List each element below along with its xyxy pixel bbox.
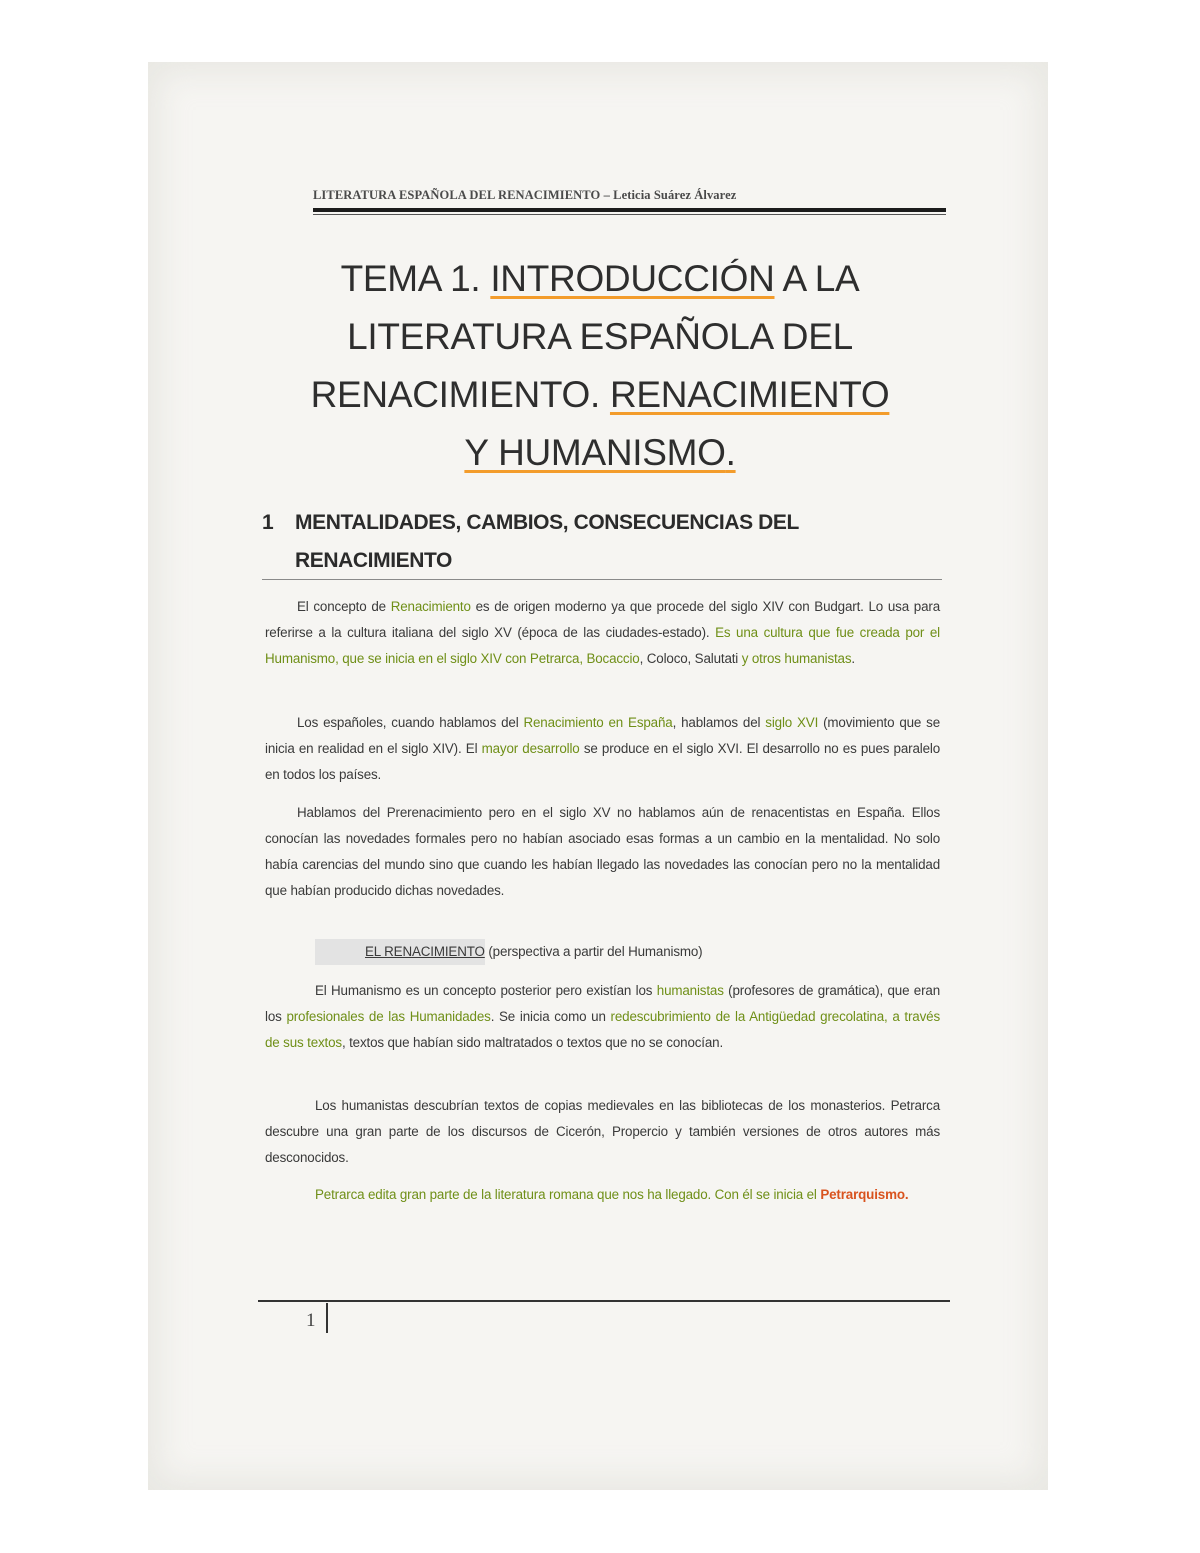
title-part: TEMA 1. [340,258,491,299]
text: El concepto de [297,599,391,614]
subheading [265,939,940,965]
highlight: Es una cultura que fue creada por el Humanismo, que se inicia en el siglo XIV con Petrarca, Bocaccio [265,625,940,666]
highlight: mayor desarrollo [481,741,580,756]
highlight: Petrarca edita gran parte de la literatura romana que nos ha llegado. Con él se inicia el [315,1187,821,1202]
title-underlined: INTRODUCCIÓN [490,258,775,299]
text: . [904,1187,909,1202]
paragraph-5 [265,1093,940,1171]
title-underlined: RENACIMIENTO Y HUMANISMO [464,374,890,473]
text: es de origen moderno ya que procede del siglo XIV con Budgart. Lo usa para referirse a la cultura italiana del siglo XV (época de las ciudades-estado). [265,599,940,640]
highlight: humanistas [656,983,724,998]
subheading-title: EL RENACIMIENTO [315,939,485,965]
header-rule-thin [313,214,946,215]
text: Hablamos del Prerenacimiento pero en el siglo XV no hablamos aún de renacentistas en España. Ellos conocían las novedades formales pero no habían asociado esas formas a un cambio en la mentalidad. No solo había carencias del mundo sino que cuando les habían llegado las novedades las conocían pero no la mentalidad que habían producido dichas novedades. [265,805,940,898]
text: , hablamos del [672,715,766,730]
highlight: redescubrimiento de la Antigüedad grecolatina, a través de sus textos [265,1009,940,1050]
paragraph-2 [265,710,940,788]
text: (movimiento que se inicia en realidad en el siglo XIV). El [265,715,941,756]
section-rule [262,579,942,580]
highlight: profesionales de las Humanidades [286,1009,491,1024]
text: , textos que habían sido maltratados o textos que no se conocían. [341,1035,724,1050]
text: . [851,651,855,666]
highlight-orange: Petrarquismo [820,1187,905,1202]
paragraph-3 [265,800,940,904]
running-header: LITERATURA ESPAÑOLA DEL RENACIMIENTO – Leticia Suárez Álvarez [313,188,737,202]
title-part: . [725,432,736,473]
page-title [300,250,900,482]
highlight: siglo XVI [765,715,819,730]
footer-rule [258,1300,950,1302]
text: . Se inicia como un [490,1009,611,1024]
highlight: Renacimiento [390,599,471,614]
highlight: y otros humanistas [741,651,852,666]
section-title: MENTALIDADES, CAMBIOS, CONSECUENCIAS DEL RENACIMIENTO [295,511,799,572]
section-heading [262,504,942,580]
paragraph-6 [265,1182,940,1208]
text: (profesores de gramática), que eran los [265,983,941,1024]
text: El Humanismo es un concepto posterior pero existían los [315,983,657,998]
page-number-bar [326,1303,328,1333]
title-part: A LA LITERATURA ESPAÑOLA DEL RENACIMIENTO. [310,258,860,415]
text: Los humanistas descubrían textos de copias medievales en las bibliotecas de los monasterios. Petrarca descubre una gran parte de los discursos de Cicerón, Propercio y también versiones de otros autores más desconocidos. [265,1098,940,1165]
subheading-note: (perspectiva a partir del Humanismo) [484,944,703,959]
text: Los españoles, cuando hablamos del [297,715,524,730]
section-number: 1 [262,511,274,534]
highlight: Renacimiento en España [523,715,673,730]
text: , Coloco, Salutati [639,651,742,666]
paragraph-4 [265,978,940,1056]
page-number: 1 [306,1310,316,1331]
text: se produce en el siglo XVI. El desarrollo no es pues paralelo en todos los países. [265,741,940,782]
paragraph-1 [265,594,940,672]
header-rule [313,208,946,212]
